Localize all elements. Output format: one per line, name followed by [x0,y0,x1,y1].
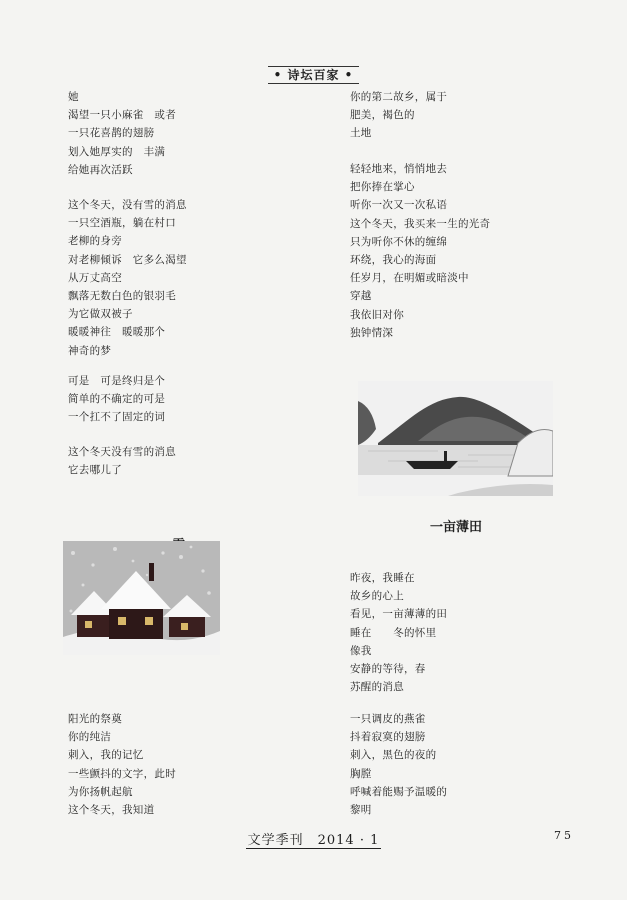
poem-line: 对老柳倾诉 它多么渴望 [68,253,187,266]
left-stanza-3 [68,372,165,427]
poem-line: 像我 [350,644,372,657]
poem-line: 这个冬天，我买来一生的光奇 [350,217,491,230]
poem-line: 一些颤抖的文字，此时 [68,767,176,780]
poem-line: 可是 可是终归是个 [68,375,166,387]
poem-line: 只为听你不休的缠绵 [350,235,448,248]
poem-line: 这个冬天，没有雪的消息 [68,199,187,211]
poem-line: 黎明 [350,804,372,817]
page-number: 75 [554,829,574,842]
left-stanza-4 [68,443,176,479]
poem-line: 这个冬天，我知道 [68,804,155,817]
poem-line: 你的纯洁 [68,731,112,744]
field-picture-title: 一亩薄田 [430,520,483,535]
right-stanza-4 [350,710,447,819]
poem-line: 土地 [350,127,372,140]
poem-line: 看见，一亩薄薄的田 [350,608,448,621]
journal-footer [0,829,627,848]
mountain-lake-image [358,381,553,496]
poem-line: 划入她厚实的 丰满 [68,145,166,158]
poem-line: 从万丈高空 [68,271,122,284]
poem-line: 一只空酒瓶，躺在村口 [68,217,176,230]
section-header [0,66,627,83]
poem-line: 睡在 冬的怀里 [350,626,437,639]
poem-line: 简单的不确定的可是 [68,393,166,406]
poem-line: 一个扛不了固定的词 [68,411,166,424]
poem-line: 任岁月，在明媚或暗淡中 [350,272,469,285]
poem-line: 穿越 [350,290,372,303]
poem-line: 安静的等待，春 [350,663,426,676]
poem-line: 胸膛 [350,767,372,780]
poem-line: 抖着寂寞的翅膀 [350,731,426,744]
poem-line: 她 [68,91,79,103]
right-stanza-1 [350,88,447,143]
left-stanza-1 [68,88,176,179]
poem-line: 把你捧在掌心 [350,181,415,194]
poem-line: 昨夜，我睡在 [350,572,415,584]
poem-line: 渴望一只小麻雀 或者 [68,109,176,122]
poem-line: 为你扬帆起航 [68,785,133,798]
left-stanza-5 [68,710,176,819]
poem-line: 飘落无数白色的银羽毛 [68,290,176,303]
poem-line: 肥美，褐色的 [350,109,415,122]
snow-cabins-image [63,541,220,655]
poem-line: 一只调皮的燕雀 [350,713,426,725]
poem-line: 神奇的梦 [68,344,112,357]
poem-line: 听你一次又一次私语 [350,199,448,212]
poem-line: 故乡的心上 [350,590,404,603]
poem-line: 刺入，黑色的夜的 [350,749,437,762]
right-stanza-3 [350,569,447,696]
poem-line: 给她再次活跃 [68,163,133,176]
poem-line: 苏醒的消息 [350,681,404,694]
poem-line: 老柳的身旁 [68,235,122,248]
journal-issue: 文学季刊 2014 · 1 [247,833,380,848]
poem-line: 你的第二故乡，属于 [350,91,448,103]
poem-line: 独钟情深 [350,326,394,339]
poem-line: 呼喊着能赐予温暖的 [350,785,448,798]
poem-line: 轻轻地来，悄悄地去 [350,163,448,175]
poem-line: 它去哪儿了 [68,464,122,477]
left-stanza-2 [68,196,187,360]
section-title: • 诗坛百家 • [268,66,360,84]
poem-line: 这个冬天没有雪的消息 [68,446,176,458]
poem-line: 阳光的祭奠 [68,713,122,725]
poem-line: 暖暖神往 暖暖那个 [68,326,166,339]
right-stanza-2 [350,160,490,342]
poem-line: 环绕，我心的海面 [350,254,437,267]
poem-line: 我依旧对你 [350,308,404,321]
poem-line: 一只花喜鹊的翅膀 [68,127,155,140]
poem-line: 为它做双被子 [68,308,133,321]
poem-line: 刺入，我的记忆 [68,749,144,762]
